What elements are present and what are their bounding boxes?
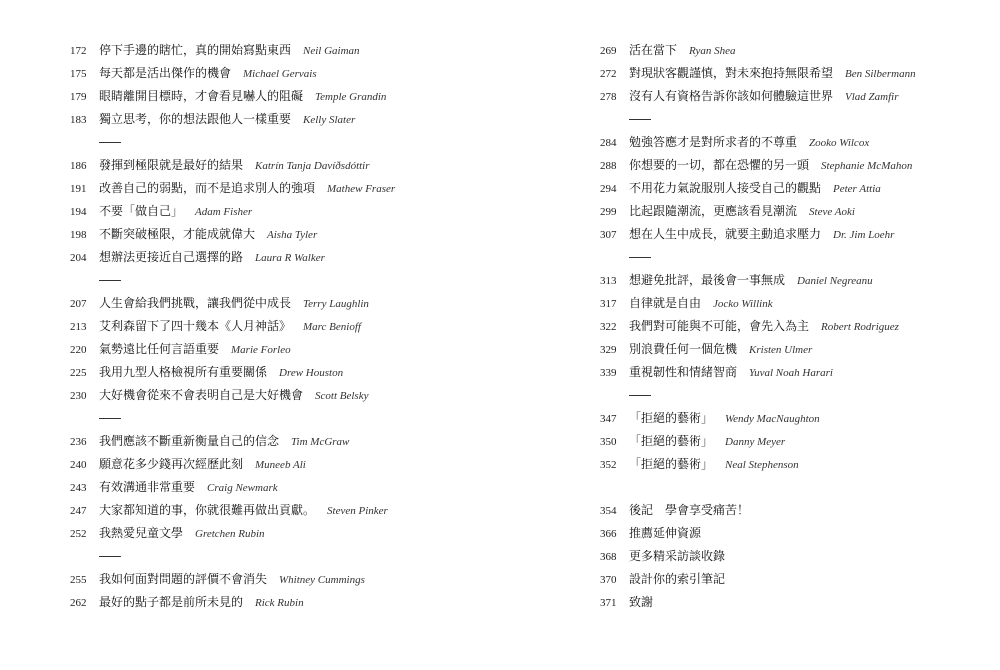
toc-entry bbox=[600, 200, 980, 223]
toc-entry bbox=[70, 85, 490, 108]
toc-entry bbox=[70, 292, 490, 315]
toc-entry bbox=[70, 62, 490, 85]
chapter-title: 每天都是活出傑作的機會 bbox=[99, 66, 232, 80]
toc-entry bbox=[70, 154, 490, 177]
page-number: 230 bbox=[70, 390, 87, 402]
toc-entry bbox=[70, 476, 490, 499]
author-name: Steven Pinker bbox=[327, 505, 388, 517]
author-name: Neil Gaiman bbox=[303, 45, 360, 57]
page-number: 370 bbox=[600, 574, 617, 586]
page-number: 247 bbox=[70, 505, 87, 517]
chapter-title: 願意花多少錢再次經歷此刻 bbox=[99, 457, 244, 471]
page-number: 307 bbox=[600, 229, 617, 241]
chapter-title: 停下手邊的瞎忙，真的開始寫點東西 bbox=[99, 43, 292, 57]
toc-entry bbox=[600, 315, 980, 338]
chapter-title: 不斷突破極限，才能成就偉大 bbox=[99, 227, 256, 241]
toc-entry bbox=[600, 62, 980, 85]
section-divider bbox=[600, 108, 980, 131]
chapter-title: 大家都知道的事，你就很難再做出貢獻。 bbox=[99, 503, 316, 517]
page-number: 220 bbox=[70, 344, 87, 356]
chapter-title: 「拒絕的藝術」 bbox=[629, 411, 714, 425]
toc-entry bbox=[600, 154, 980, 177]
divider-line bbox=[99, 556, 121, 557]
divider-line bbox=[629, 119, 651, 120]
page-number: 294 bbox=[600, 183, 617, 195]
chapter-title: 人生會給我們挑戰，讓我們從中成長 bbox=[99, 296, 292, 310]
page-number: 243 bbox=[70, 482, 87, 494]
chapter-title: 我用九型人格檢視所有重要關係 bbox=[99, 365, 268, 379]
toc-entry bbox=[600, 269, 980, 292]
divider-line bbox=[99, 418, 121, 419]
author-name: Craig Newmark bbox=[207, 482, 278, 494]
author-name: Jocko Willink bbox=[713, 298, 773, 310]
toc-entry bbox=[70, 177, 490, 200]
author-name: Ben Silbermann bbox=[845, 68, 916, 80]
toc-entry bbox=[70, 568, 490, 591]
section-divider bbox=[70, 407, 490, 430]
toc-entry bbox=[600, 292, 980, 315]
toc-entry bbox=[600, 591, 980, 614]
toc-entry bbox=[70, 39, 490, 62]
page-number: 240 bbox=[70, 459, 87, 471]
author-name: Peter Attia bbox=[833, 183, 881, 195]
chapter-title: 有效溝通非常重要 bbox=[99, 480, 196, 494]
page-number: 339 bbox=[600, 367, 617, 379]
author-name: Terry Laughlin bbox=[303, 298, 369, 310]
toc-entry bbox=[70, 453, 490, 476]
section-divider bbox=[70, 269, 490, 292]
author-name: Marc Benioff bbox=[303, 321, 361, 333]
toc-entry bbox=[70, 499, 490, 522]
chapter-title: 重視韌性和情緒智商 bbox=[629, 365, 738, 379]
author-name: Muneeb Ali bbox=[255, 459, 306, 471]
chapter-title: 致謝 bbox=[629, 595, 654, 609]
author-name: Tim McGraw bbox=[291, 436, 350, 448]
page-number: 313 bbox=[600, 275, 617, 287]
toc-entry bbox=[600, 361, 980, 384]
author-name: Wendy MacNaughton bbox=[725, 413, 820, 425]
toc-entry bbox=[70, 223, 490, 246]
author-name: Robert Rodriguez bbox=[821, 321, 899, 333]
chapter-title: 發揮到極限就是最好的結果 bbox=[99, 158, 244, 172]
chapter-title: 艾利森留下了四十幾本《人月神話》 bbox=[99, 319, 292, 333]
page-number: 255 bbox=[70, 574, 87, 586]
page-number: 191 bbox=[70, 183, 87, 195]
author-name: Whitney Cummings bbox=[279, 574, 365, 586]
page-number: 198 bbox=[70, 229, 87, 241]
author-name: Rick Rubin bbox=[255, 597, 304, 609]
section-divider bbox=[70, 131, 490, 154]
section-divider bbox=[600, 246, 980, 269]
chapter-title: 氣勢遠比任何言語重要 bbox=[99, 342, 220, 356]
page-number: 368 bbox=[600, 551, 617, 563]
author-name: Zooko Wilcox bbox=[809, 137, 870, 149]
author-name: Danny Meyer bbox=[725, 436, 786, 448]
chapter-title: 「拒絕的藝術」 bbox=[629, 434, 714, 448]
page-number: 213 bbox=[70, 321, 87, 333]
toc-entry bbox=[600, 407, 980, 430]
author-name: Aisha Tyler bbox=[267, 229, 318, 241]
page-number: 350 bbox=[600, 436, 617, 448]
toc-right-column bbox=[600, 39, 980, 614]
toc-entry bbox=[600, 223, 980, 246]
toc-entry bbox=[70, 430, 490, 453]
chapter-title: 不要「做自己」 bbox=[99, 204, 184, 218]
chapter-title: 後記 學會享受痛苦！ bbox=[629, 503, 750, 517]
author-name: Yuval Noah Harari bbox=[749, 367, 833, 379]
toc-entry bbox=[600, 568, 980, 591]
page-number: 278 bbox=[600, 91, 617, 103]
toc-entry bbox=[600, 131, 980, 154]
toc-entry bbox=[600, 522, 980, 545]
toc-entry bbox=[70, 200, 490, 223]
chapter-title: 沒有人有資格告訴你該如何體驗這世界 bbox=[629, 89, 834, 103]
page-number: 236 bbox=[70, 436, 87, 448]
toc-entry bbox=[70, 246, 490, 269]
chapter-title: 改善自己的弱點，而不是追求別人的強項 bbox=[99, 181, 316, 195]
author-name: Scott Belsky bbox=[315, 390, 369, 402]
author-name: Kristen Ulmer bbox=[749, 344, 813, 356]
author-name: Michael Gervais bbox=[243, 68, 317, 80]
page-number: 347 bbox=[600, 413, 617, 425]
chapter-title: 我如何面對問題的評價不會消失 bbox=[99, 572, 268, 586]
chapter-title: 最好的點子都是前所未見的 bbox=[99, 595, 244, 609]
toc-entry bbox=[70, 108, 490, 131]
page-number: 179 bbox=[70, 91, 87, 103]
chapter-title: 想辦法更接近自己選擇的路 bbox=[99, 250, 244, 264]
chapter-title: 比起跟隨潮流，更應該看見潮流 bbox=[629, 204, 798, 218]
chapter-title: 勉強答應才是對所求者的不尊重 bbox=[629, 135, 798, 149]
divider-line bbox=[629, 395, 651, 396]
page-number: 317 bbox=[600, 298, 617, 310]
chapter-title: 你想要的一切，都在恐懼的另一頭 bbox=[629, 158, 810, 172]
page-number: 329 bbox=[600, 344, 617, 356]
author-name: Marie Forleo bbox=[231, 344, 291, 356]
divider-line bbox=[629, 257, 651, 258]
page-number: 262 bbox=[70, 597, 87, 609]
page-number: 252 bbox=[70, 528, 87, 540]
author-name: Dr. Jim Loehr bbox=[833, 229, 895, 241]
page-number: 371 bbox=[600, 597, 617, 609]
page-number: 288 bbox=[600, 160, 617, 172]
author-name: Adam Fisher bbox=[195, 206, 253, 218]
author-name: Ryan Shea bbox=[689, 45, 736, 57]
divider-line bbox=[99, 280, 121, 281]
toc-entry bbox=[70, 361, 490, 384]
toc-entry bbox=[600, 545, 980, 568]
author-name: Vlad Zamfir bbox=[845, 91, 899, 103]
chapter-title: 設計你的索引筆記 bbox=[629, 572, 726, 586]
page-number: 366 bbox=[600, 528, 617, 540]
chapter-title: 大好機會從來不會表明自己是大好機會 bbox=[99, 388, 304, 402]
chapter-title: 別浪費任何一個危機 bbox=[629, 342, 738, 356]
page-number: 322 bbox=[600, 321, 617, 333]
page-number: 272 bbox=[600, 68, 617, 80]
toc-entry bbox=[600, 85, 980, 108]
toc-entry bbox=[600, 499, 980, 522]
author-name: Laura R Walker bbox=[255, 252, 325, 264]
toc-entry bbox=[70, 522, 490, 545]
page-number: 284 bbox=[600, 137, 617, 149]
toc-entry bbox=[600, 430, 980, 453]
chapter-title: 眼睛離開目標時，才會看見嚇人的阻礙 bbox=[99, 89, 304, 103]
toc-entry bbox=[600, 177, 980, 200]
page-number: 207 bbox=[70, 298, 87, 310]
author-name: Steve Aoki bbox=[809, 206, 855, 218]
author-name: Mathew Fraser bbox=[327, 183, 396, 195]
chapter-title: 我熱愛兒童文學 bbox=[99, 526, 184, 540]
toc-entry bbox=[70, 315, 490, 338]
page-number: 225 bbox=[70, 367, 87, 379]
chapter-title: 自律就是自由 bbox=[629, 296, 702, 310]
chapter-title: 想避免批評，最後會一事無成 bbox=[629, 273, 786, 287]
page-number: 354 bbox=[600, 505, 617, 517]
chapter-title: 對現狀客觀謹慎，對未來抱持無限希望 bbox=[629, 66, 834, 80]
toc-left-column bbox=[70, 39, 490, 614]
chapter-title: 「拒絕的藝術」 bbox=[629, 457, 714, 471]
section-divider bbox=[70, 545, 490, 568]
chapter-title: 更多精采訪談收錄 bbox=[629, 549, 726, 563]
chapter-title: 想在人生中成長，就要主動追求壓力 bbox=[629, 227, 822, 241]
chapter-title: 我們應該不斷重新衡量自己的信念 bbox=[99, 434, 280, 448]
author-name: Drew Houston bbox=[279, 367, 344, 379]
toc-entry bbox=[600, 453, 980, 476]
author-name: Kelly Slater bbox=[303, 114, 356, 126]
section-divider bbox=[600, 384, 980, 407]
author-name: Temple Grandin bbox=[315, 91, 387, 103]
page-number: 194 bbox=[70, 206, 87, 218]
page-number: 204 bbox=[70, 252, 87, 264]
toc-entry bbox=[70, 338, 490, 361]
author-name: Stephanie McMahon bbox=[821, 160, 913, 172]
page-number: 186 bbox=[70, 160, 87, 172]
chapter-title: 獨立思考，你的想法跟他人一樣重要 bbox=[99, 112, 292, 126]
page-number: 183 bbox=[70, 114, 87, 126]
chapter-title: 不用花力氣說服別人接受自己的觀點 bbox=[629, 181, 822, 195]
page-number: 352 bbox=[600, 459, 617, 471]
section-gap bbox=[600, 476, 980, 499]
toc-entry bbox=[600, 39, 980, 62]
page-number: 299 bbox=[600, 206, 617, 218]
chapter-title: 推薦延伸資源 bbox=[629, 526, 702, 540]
chapter-title: 活在當下 bbox=[629, 43, 678, 57]
toc-entry bbox=[70, 384, 490, 407]
author-name: Daniel Negreanu bbox=[797, 275, 873, 287]
author-name: Neal Stephenson bbox=[725, 459, 799, 471]
divider-line bbox=[99, 142, 121, 143]
page-number: 175 bbox=[70, 68, 87, 80]
author-name: Katrín Tanja Davíðsdóttir bbox=[255, 160, 370, 172]
chapter-title: 我們對可能與不可能，會先入為主 bbox=[629, 319, 810, 333]
page-number: 172 bbox=[70, 45, 87, 57]
toc-entry bbox=[600, 338, 980, 361]
toc-entry bbox=[70, 591, 490, 614]
author-name: Gretchen Rubin bbox=[195, 528, 265, 540]
page-number: 269 bbox=[600, 45, 617, 57]
